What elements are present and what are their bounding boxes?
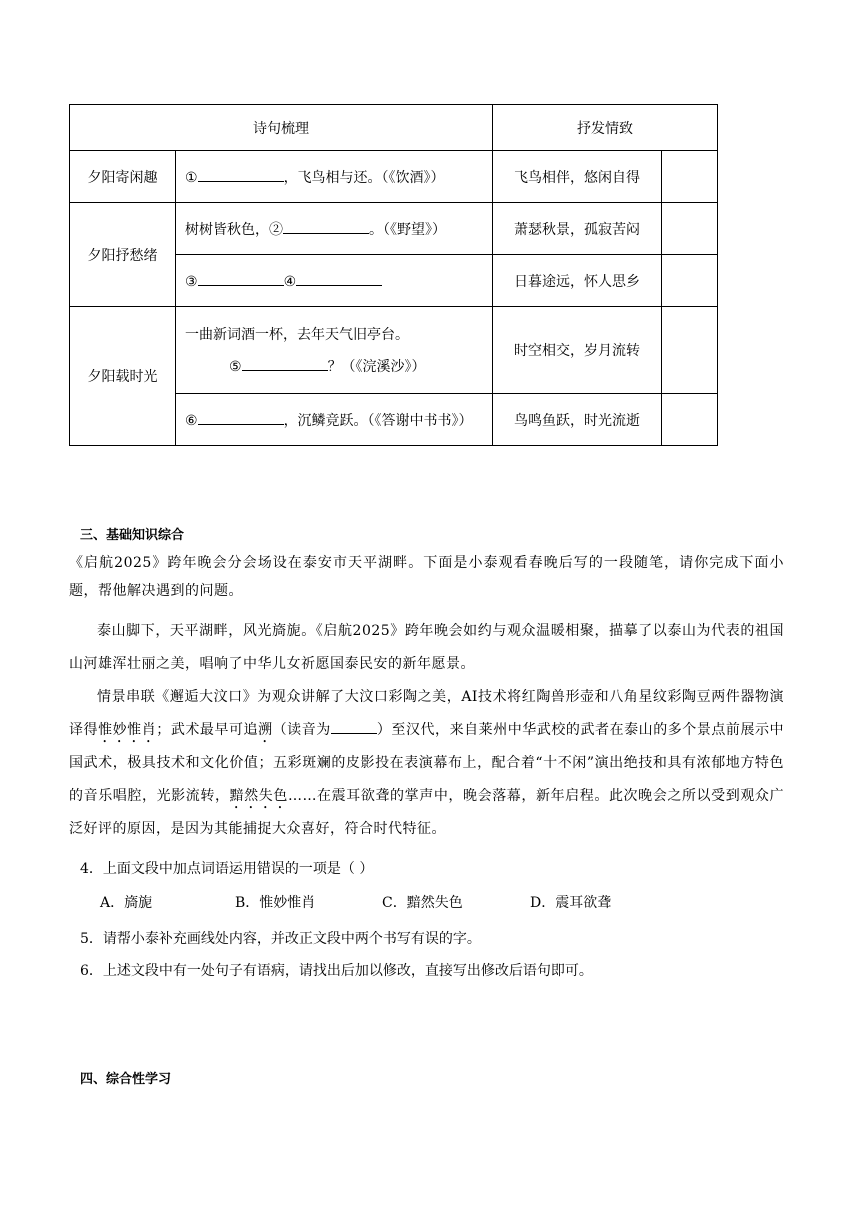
essay-paragraph-1: 泰山脚下，天平湖畔，风光旖旎。《启航2025》跨年晚会如约与观众温暖相聚，描摹了以泰山为代表的祖国山河雄浑壮丽之美，唱响了中华儿女祈愿国泰民安的新年愿景。: [69, 623, 784, 672]
fill-blank[interactable]: [198, 167, 284, 182]
emotion-cell: 萧瑟秋景，孤寂苦闷: [493, 203, 662, 255]
option-b[interactable]: B．惟妙惟肖: [235, 895, 316, 911]
verse-text: ⑤: [229, 359, 242, 375]
verse-text: ⑥: [185, 412, 198, 429]
verse-text: ④: [283, 274, 297, 290]
fill-blank[interactable]: [283, 219, 369, 234]
essay-text: （读音为: [272, 722, 331, 738]
verse-text: 。（《野望》）: [369, 221, 446, 238]
pronunciation-blank[interactable]: [331, 719, 377, 734]
dotted-word: 惟妙惟肖: [98, 722, 157, 738]
essay-text: ；武术最早可追: [156, 722, 259, 738]
poem-table: [69, 104, 718, 446]
verse-cell: [176, 255, 493, 307]
theme-cell: 夕阳抒愁绪: [70, 203, 176, 307]
verse-text: 一曲新词酒一杯，去年天气旧亭台。: [185, 327, 409, 343]
emotion-cell: 鸟鸣鱼跃，时光流逝: [493, 394, 662, 446]
section3-heading: 三、基础知识综合: [80, 528, 185, 543]
table-row: [70, 203, 718, 255]
question-6: 6．上述文段中有一处句子有语病，请找出后加以修改，直接写出修改后语句即可。: [80, 963, 593, 979]
header-verse: 诗句梳理: [70, 105, 493, 151]
theme-cell: 夕阳寄闲趣: [70, 151, 176, 203]
option-d[interactable]: D．震耳欲聋: [530, 895, 612, 911]
fill-blank[interactable]: [198, 271, 284, 286]
essay-paragraph-2: [69, 681, 784, 846]
dotted-word: 溯: [258, 722, 273, 738]
verse-text: ，飞鸟相与还。（《饮酒》）: [283, 169, 445, 186]
verse-text: ，沉鳞竞跃。（《答谢中书书》）: [283, 412, 473, 429]
emotion-cell: 时空相交，岁月流转: [493, 307, 662, 394]
verse-cell: [176, 203, 493, 255]
table-row: [70, 151, 718, 203]
fill-blank[interactable]: [198, 410, 284, 425]
empty-cell: [662, 255, 718, 307]
verse-cell: [176, 394, 493, 446]
empty-cell: [662, 394, 718, 446]
empty-cell: [662, 203, 718, 255]
table-row: [70, 307, 718, 394]
verse-cell: [176, 151, 493, 203]
dotted-word: 黯然失色: [229, 788, 288, 804]
section4-heading: 四、综合性学习: [80, 1072, 172, 1087]
theme-cell: 夕阳载时光: [70, 307, 176, 446]
option-a[interactable]: A．旖旎: [100, 895, 153, 911]
fill-blank[interactable]: [296, 271, 382, 286]
verse-text: ①: [185, 169, 198, 186]
verse-text: ③: [185, 274, 198, 290]
essay-text: ）至汉代，来自莱州中华武校的武者在泰山的多个景点前展示中国武术，极具技术和文化价值；五彩斑斓的皮影投在表演幕布上，配合着“十不闲”演出绝技和具有浓郁地方特色的音乐唱腔，光影流转，: [69, 722, 785, 804]
empty-cell: [662, 307, 718, 394]
table-header-row: [70, 105, 718, 151]
verse-text: 树树皆秋色，②: [185, 221, 283, 238]
emotion-cell: 飞鸟相伴，悠闲自得: [493, 151, 662, 203]
essay-text: 情景串联《邂逅大汶口》为观众讲解了大汶口彩陶之美，AI技术将红陶兽形壶和八角星纹彩陶豆两件器物演译得: [69, 689, 784, 738]
empty-cell: [662, 151, 718, 203]
emotion-cell: 日暮途远，怀人思乡: [493, 255, 662, 307]
question-4-options: [100, 892, 611, 912]
question-4: 4．上面文段中加点词语运用错误的一项是（ ）: [80, 861, 374, 877]
option-c[interactable]: C．黯然失色: [382, 895, 463, 911]
verse-cell: [176, 307, 493, 394]
essay-text: ……在震耳欲聋的掌声中，晚会落幕，新年启程。此次晚会之所以受到观众广泛好评的原因，是因为其能捕捉大众喜好，符合时代特征。: [69, 788, 785, 837]
fill-blank[interactable]: [242, 356, 328, 371]
verse-text: ？（《浣溪沙》）: [327, 359, 426, 375]
question-5: 5．请帮小泰补充画线处内容，并改正文段中两个书写有误的字。: [80, 931, 481, 947]
section3-intro: 《启航2025》跨年晚会分会场设在泰安市天平湖畔。下面是小泰观看春晚后写的一段随笔，请你完成下面小题，帮他解决遇到的问题。: [69, 555, 784, 599]
header-emotion: 抒发情致: [493, 105, 718, 151]
